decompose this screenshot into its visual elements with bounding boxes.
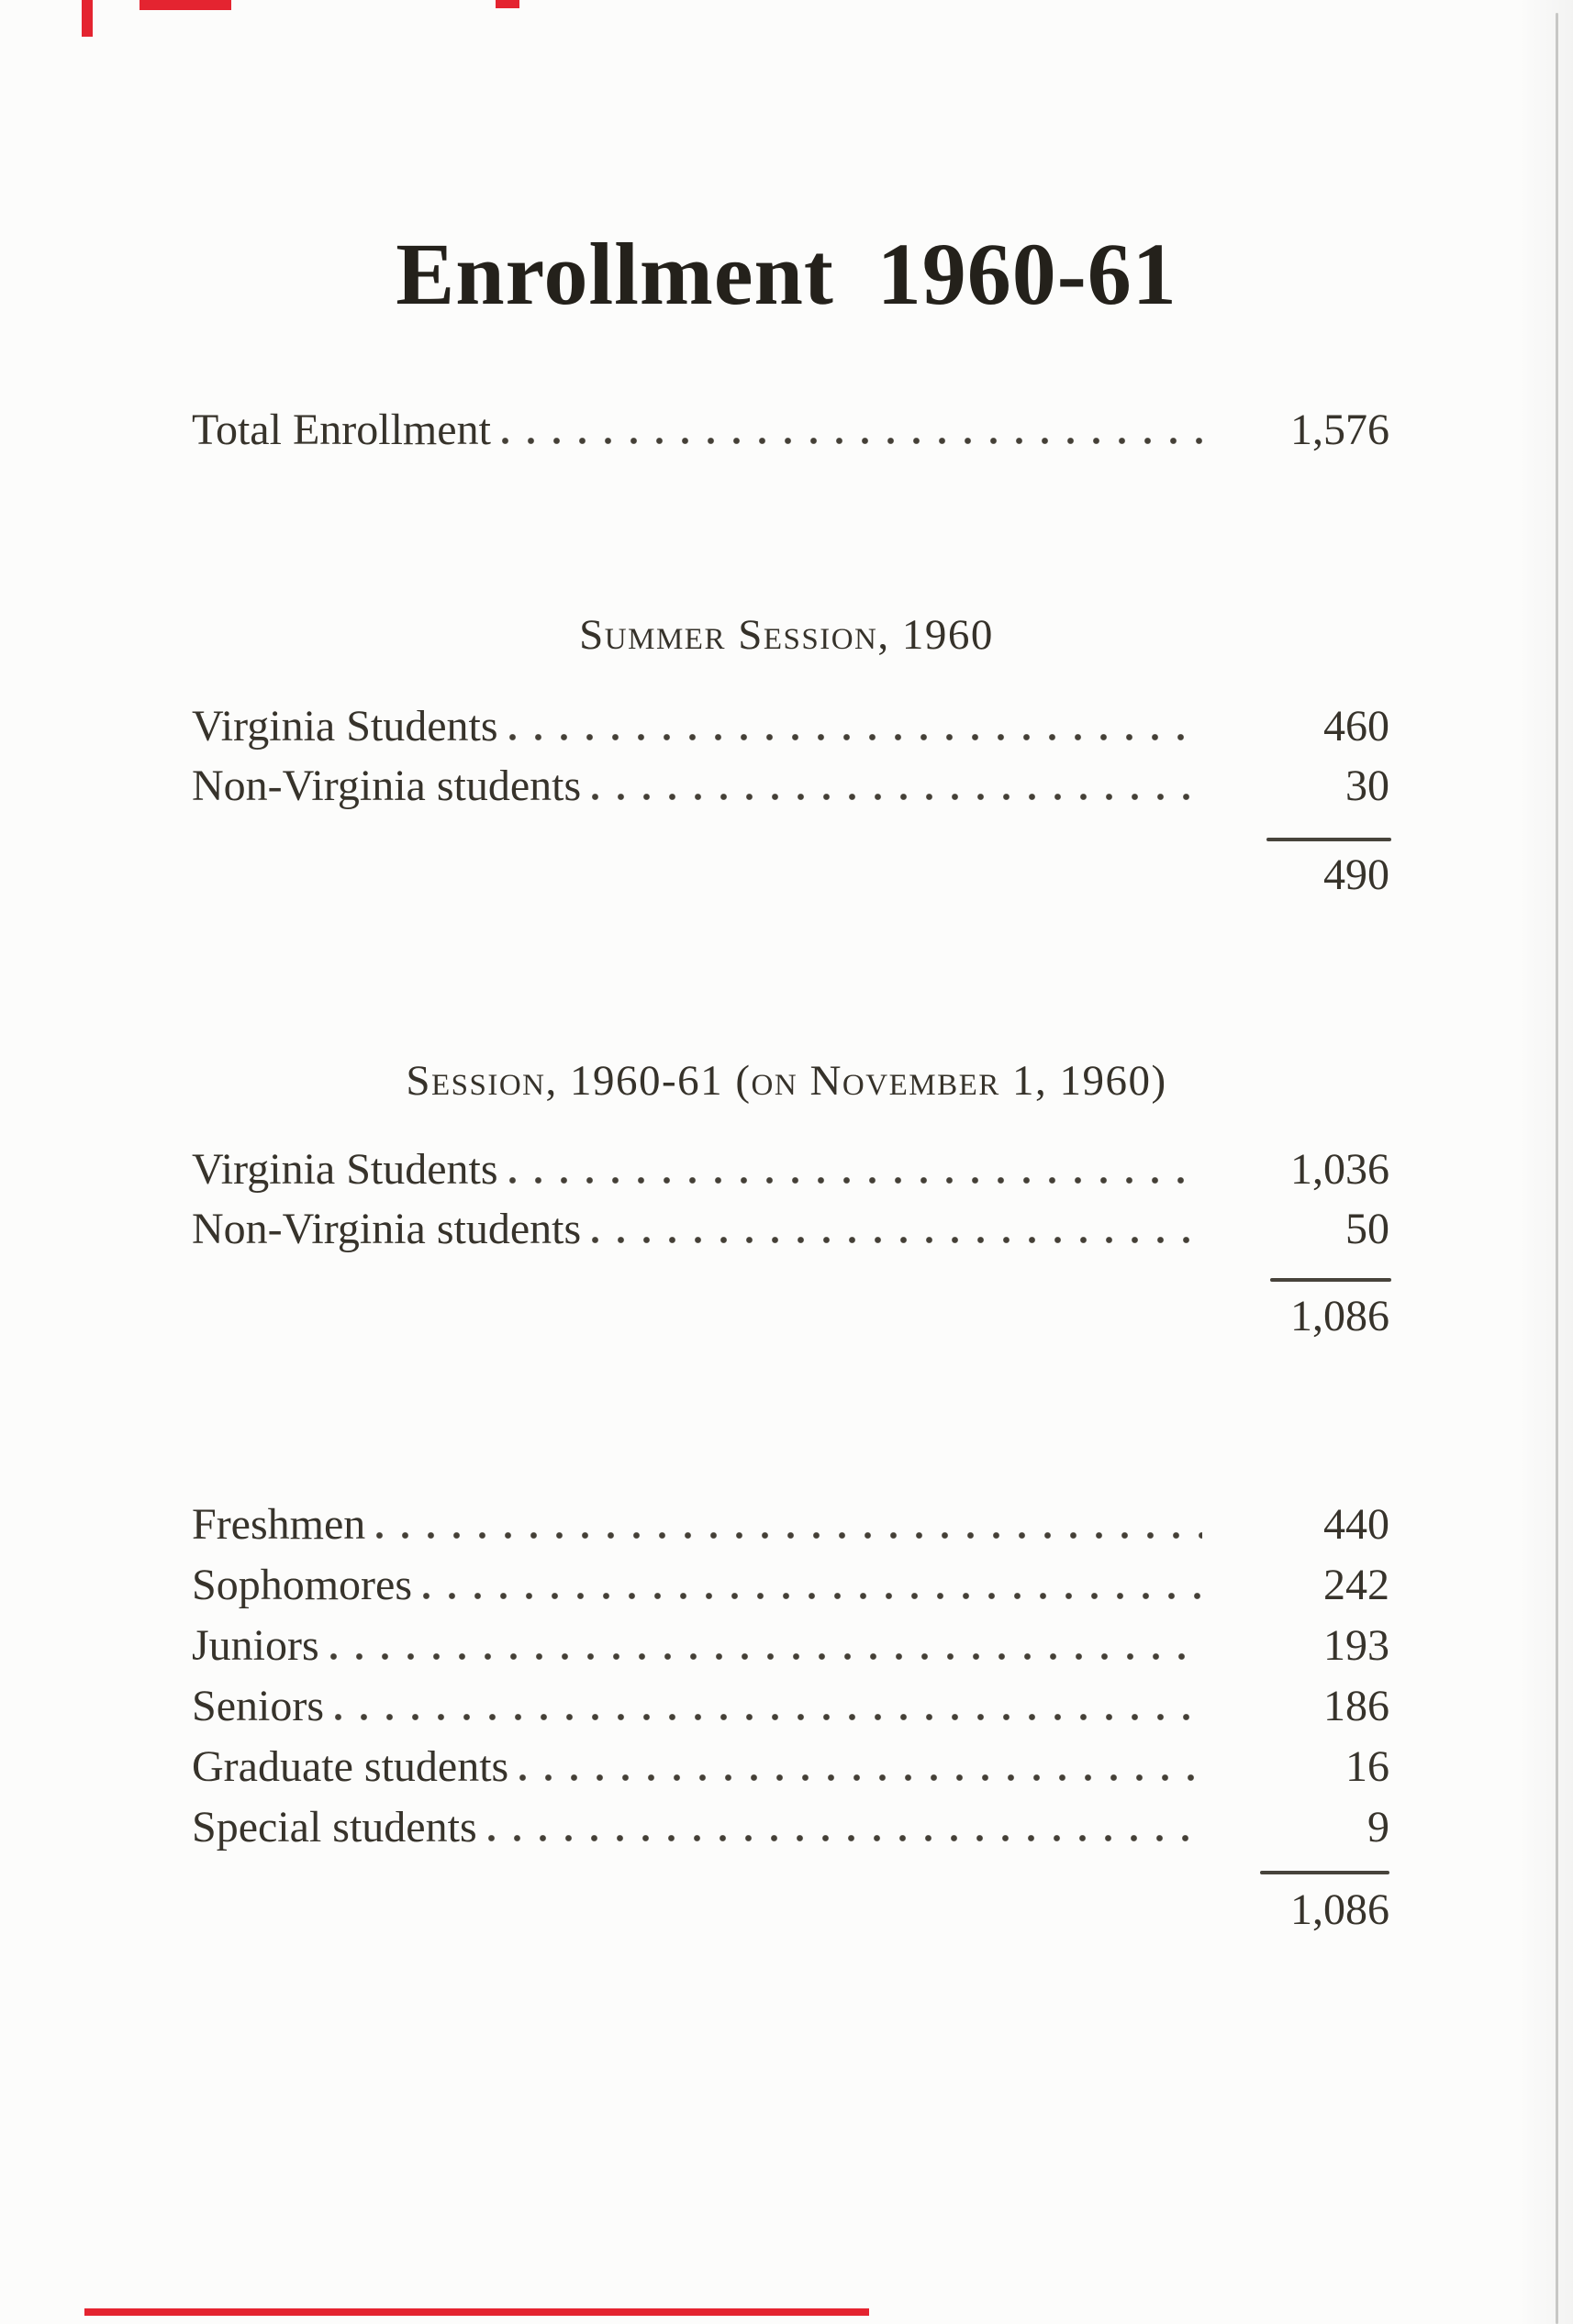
row-label: Special students	[192, 1803, 477, 1851]
red-scan-mark-top-left-vertical	[82, 0, 93, 37]
dot-leader	[335, 1714, 1202, 1720]
row-value: 9	[1367, 1803, 1389, 1851]
red-scan-mark-top-center	[496, 0, 519, 8]
red-scan-mark-bottom-line	[84, 2308, 869, 2316]
total-rule	[1266, 838, 1391, 841]
scan-edge-shading	[1518, 0, 1573, 2324]
row-label: Virginia Students	[192, 1145, 498, 1194]
row-value: 186	[1323, 1682, 1389, 1730]
row-value: 1,576	[1290, 406, 1389, 454]
table-row	[192, 1616, 1389, 1676]
row-value: 16	[1345, 1742, 1389, 1791]
dot-leader	[376, 1532, 1202, 1539]
row-label: Graduate students	[192, 1742, 509, 1791]
table-row	[192, 1737, 1389, 1797]
page-edge-line	[1556, 13, 1558, 2324]
table-row	[192, 1199, 1389, 1259]
red-scan-mark-top-left-horizontal	[139, 0, 231, 10]
total-rule	[1270, 1278, 1391, 1282]
row-label: Juniors	[192, 1621, 319, 1670]
class-breakdown-rows	[192, 1495, 1389, 1858]
table-row	[192, 1140, 1389, 1199]
dot-leader	[592, 1237, 1202, 1243]
row-label: Sophomores	[192, 1561, 412, 1609]
summer-session-rows	[192, 696, 1389, 816]
table-row	[192, 1676, 1389, 1737]
table-row	[192, 1555, 1389, 1616]
row-label: Non-Virginia students	[192, 1205, 582, 1253]
section-total: 1,086	[1290, 1885, 1389, 1934]
dot-leader	[509, 1177, 1202, 1184]
table-row	[192, 756, 1389, 816]
dot-leader	[509, 734, 1202, 740]
total-rule	[1260, 1871, 1389, 1874]
dot-leader	[592, 794, 1202, 800]
page-title: Enrollment 1960-61	[396, 225, 1177, 323]
row-value: 242	[1323, 1561, 1389, 1609]
row-label: Virginia Students	[192, 702, 498, 751]
total-enrollment-row-group	[192, 400, 1389, 460]
session-rows	[192, 1140, 1389, 1259]
row-label: Total Enrollment	[192, 406, 491, 454]
table-row	[192, 400, 1389, 460]
dot-leader	[423, 1593, 1202, 1599]
row-label: Non-Virginia students	[192, 762, 582, 810]
dot-leader	[488, 1835, 1202, 1841]
row-value: 50	[1345, 1205, 1389, 1253]
section-total: 1,086	[1290, 1292, 1389, 1340]
dot-leader	[502, 438, 1202, 444]
section-total: 490	[1323, 851, 1389, 899]
section-heading-summer-session: Summer Session, 1960	[579, 611, 994, 659]
row-value: 1,036	[1290, 1145, 1389, 1194]
row-value: 193	[1323, 1621, 1389, 1670]
table-row	[192, 1797, 1389, 1858]
table-row	[192, 1495, 1389, 1555]
row-label: Freshmen	[192, 1500, 366, 1549]
row-value: 30	[1345, 762, 1389, 810]
row-value: 460	[1323, 702, 1389, 751]
section-heading-session-1960-61: Session, 1960-61 (on November 1, 1960)	[406, 1057, 1167, 1105]
row-value: 440	[1323, 1500, 1389, 1549]
dot-leader	[519, 1774, 1202, 1781]
dot-leader	[330, 1653, 1202, 1660]
row-label: Seniors	[192, 1682, 324, 1730]
table-row	[192, 696, 1389, 756]
